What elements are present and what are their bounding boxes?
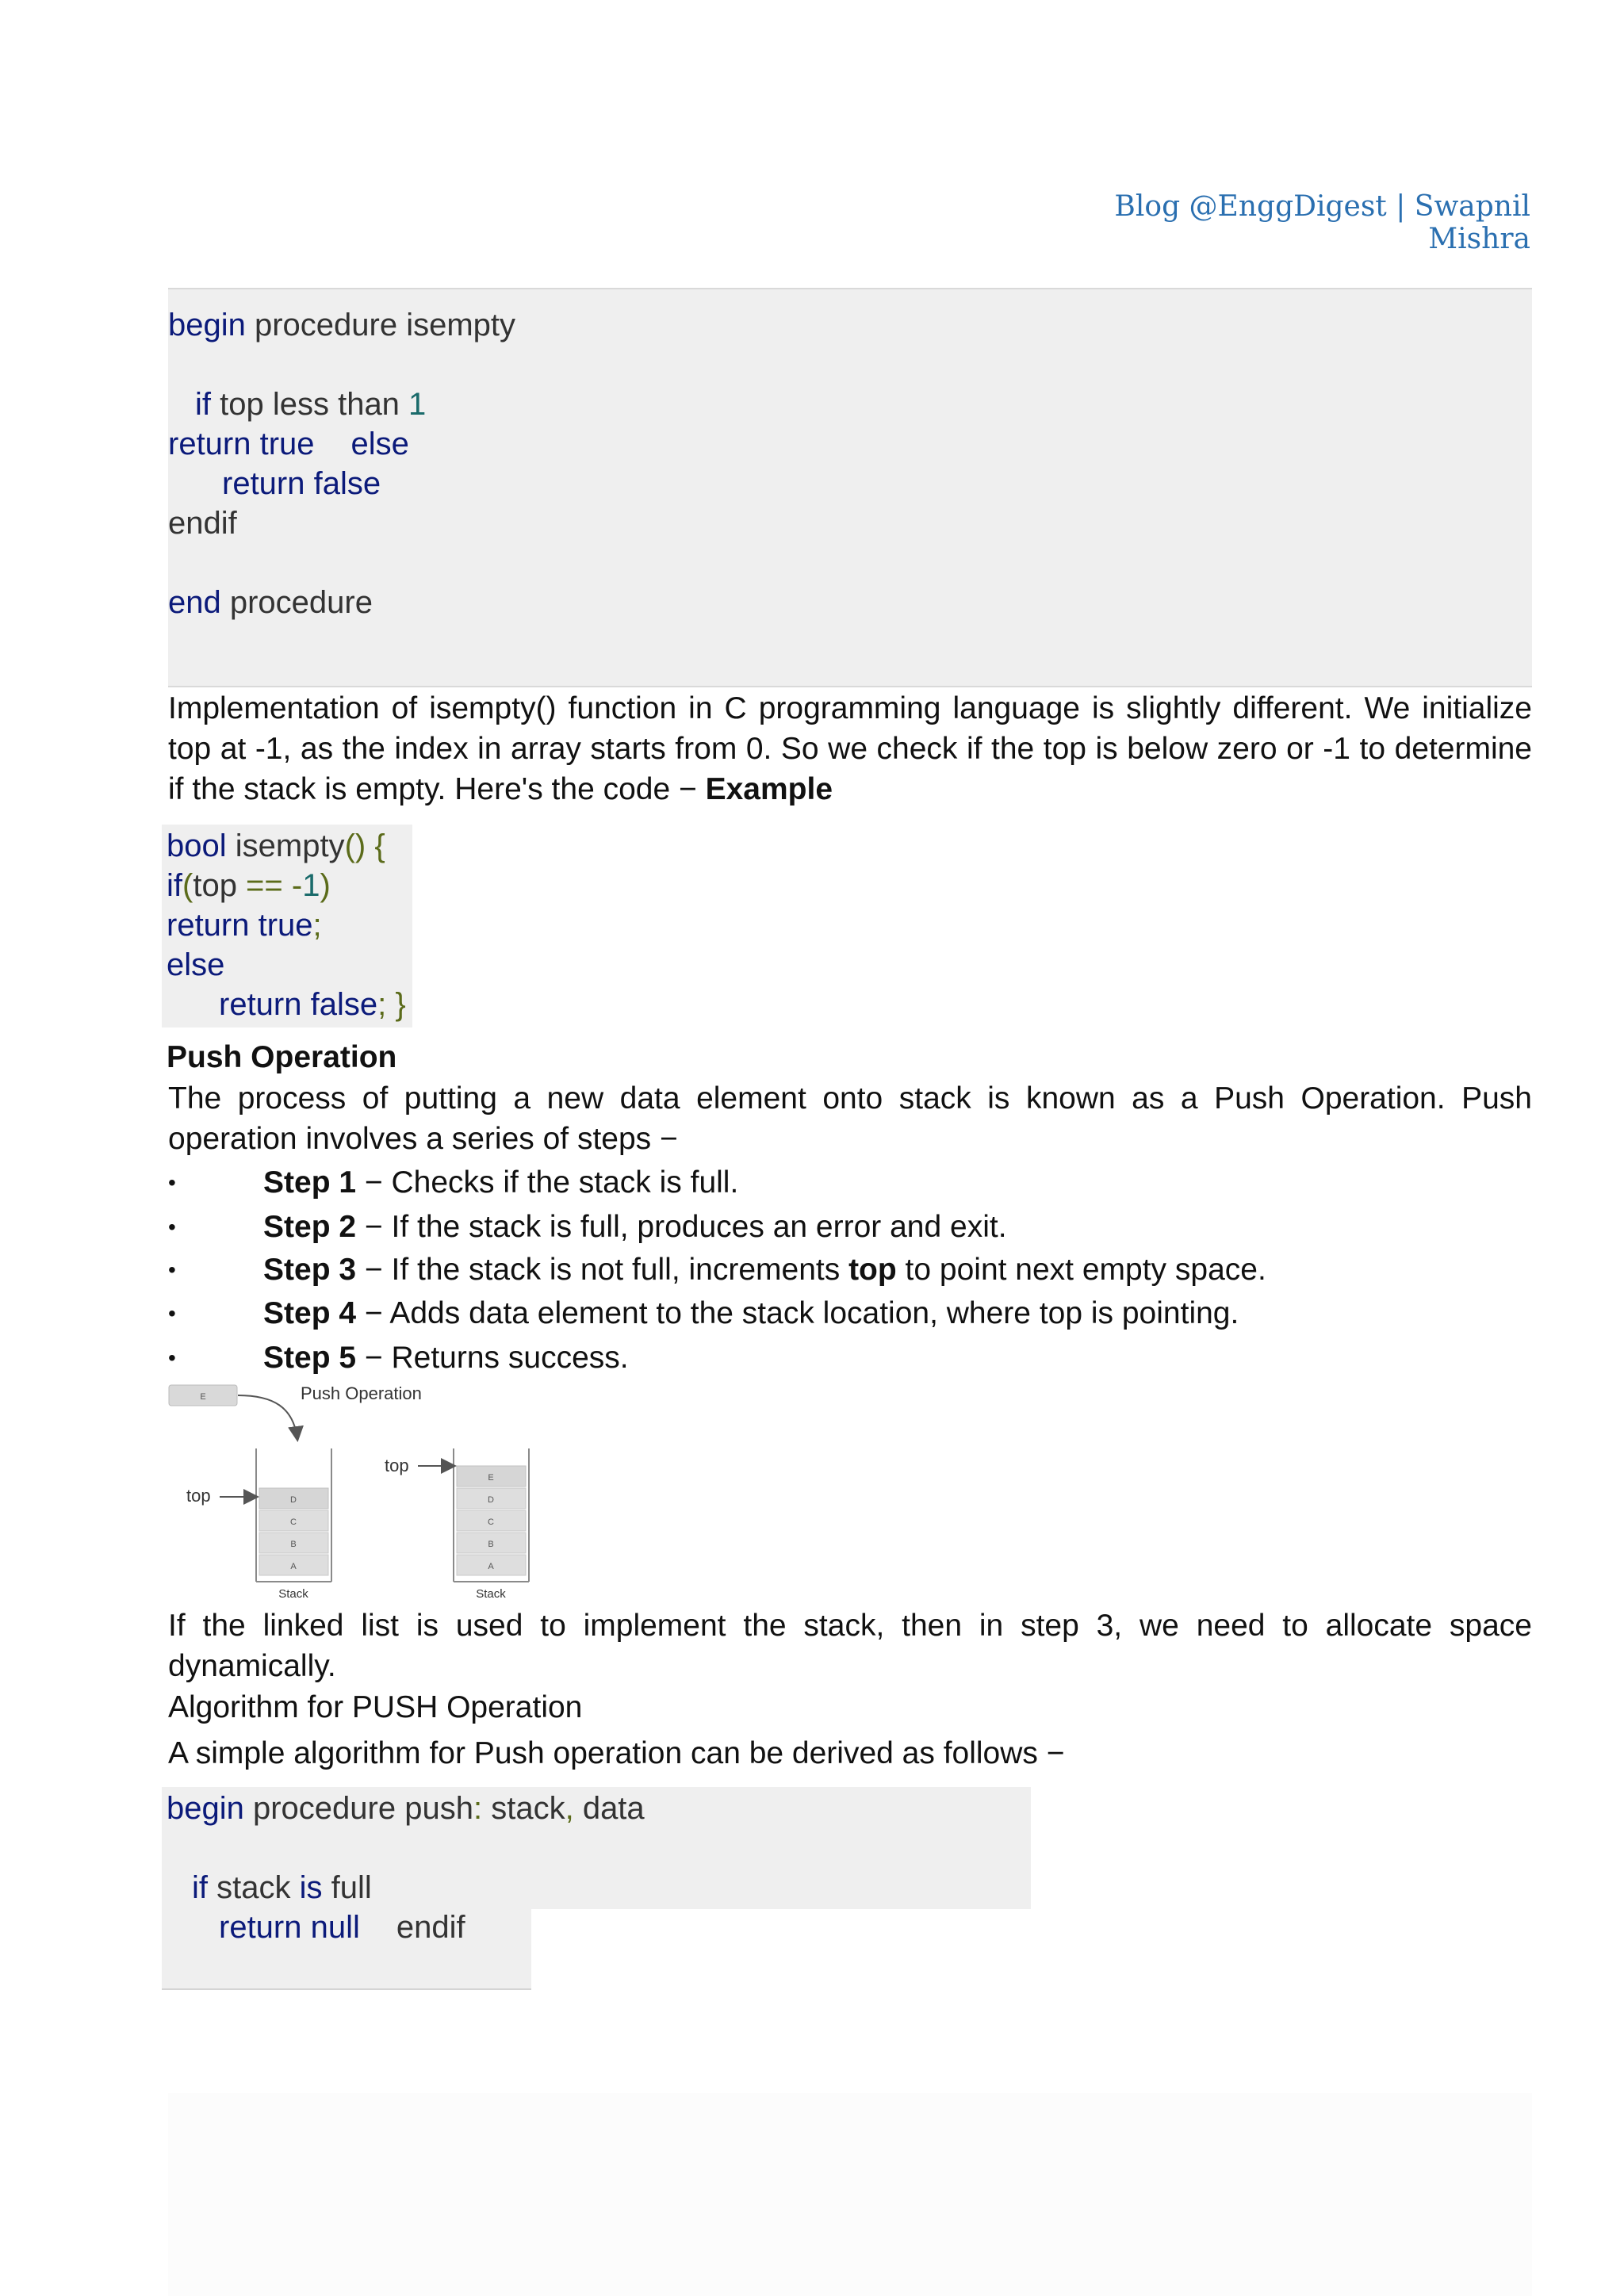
isempty-c-paragraph: Implementation of isempty() function in C programming language is slightly different. We initialize top at -1, as the index in array starts from 0. So we check if the top is below zero or -1 to determine if the stack is empty. Here's the code − Example xyxy=(168,691,1532,806)
right-stack xyxy=(454,1448,529,1601)
code-line: return false; } xyxy=(219,987,406,1022)
code-block-isempty-divider-bottom xyxy=(168,686,1532,687)
example-label: Example xyxy=(705,772,833,806)
code-line: begin procedure isempty xyxy=(168,308,516,342)
algorithm-heading: Algorithm for PUSH Operation xyxy=(168,1690,583,1724)
left-stack xyxy=(256,1448,331,1601)
code-line: begin procedure push: stack, data xyxy=(167,1791,645,1826)
stack-cell-label: A xyxy=(290,1562,297,1571)
step-5-item: • Step 5 − Returns success. xyxy=(168,1337,1532,1380)
code-line: if top less than 1 xyxy=(195,387,427,422)
code-line: return true else xyxy=(168,427,409,461)
step-4-item: • Step 4 − Adds data element to the stack location, where top is pointing. xyxy=(168,1292,1532,1335)
push-operation-paragraph: The process of putting a new data element onto stack is known as a Push Operation. Push operation involves a series of steps − xyxy=(168,1081,1532,1156)
stack-cell-label: B xyxy=(488,1540,494,1549)
code-line: if stack is full xyxy=(192,1870,372,1905)
push-arrow xyxy=(238,1395,297,1439)
bullet: • xyxy=(168,1170,176,1195)
algorithm-intro: A simple algorithm for Push operation can be derived as follows − xyxy=(168,1736,1065,1770)
code-line: else xyxy=(167,947,225,982)
step-2-item: • Step 2 − If the stack is full, produces an error and exit. xyxy=(168,1206,1532,1249)
diagram-title: Push Operation xyxy=(301,1383,422,1403)
blog-header: Blog @EnggDigest | Swapnil Mishra xyxy=(1114,190,1530,255)
bullet: • xyxy=(168,1301,176,1326)
code-line: if(top == -1) xyxy=(167,868,331,903)
push-operation-heading: Push Operation xyxy=(167,1040,397,1074)
stack-cell-label: B xyxy=(290,1540,297,1549)
code-line: return false xyxy=(222,466,381,501)
code-line: endif xyxy=(168,506,237,541)
code-line: bool isempty() { xyxy=(167,828,385,863)
push-operation-diagram xyxy=(163,1376,535,1605)
code-block-isempty xyxy=(168,289,1532,686)
step-1-item: • Step 1 − Checks if the stack is full. xyxy=(168,1161,1532,1204)
top-pointer-label: top xyxy=(385,1456,409,1475)
code-line: return true; xyxy=(167,908,322,943)
stack-cell-label: A xyxy=(488,1562,494,1571)
incoming-element-label: E xyxy=(200,1392,206,1402)
stack-caption: Stack xyxy=(278,1587,308,1601)
stack-cell-label: D xyxy=(488,1495,494,1505)
bullet: • xyxy=(168,1345,176,1370)
code-block-push-divider xyxy=(162,1988,531,1990)
code-line: end procedure xyxy=(168,585,373,620)
code-block-isempty-c xyxy=(162,825,412,1027)
top-pointer-label: top xyxy=(186,1486,211,1506)
stack-cell-label: C xyxy=(488,1517,494,1527)
step-3-item: • Step 3 − If the stack is not full, increments top to point next empty space. xyxy=(168,1249,1532,1292)
stack-caption: Stack xyxy=(476,1587,506,1601)
linked-list-paragraph: If the linked list is used to implement the stack, then in step 3, we need to allocate space dynamically. xyxy=(168,1609,1532,1683)
code-block-push xyxy=(162,1787,1031,1988)
bullet: • xyxy=(168,1257,176,1282)
bullet: • xyxy=(168,1215,176,1239)
stack-cell-label: E xyxy=(488,1473,494,1483)
page-bottom-shade xyxy=(168,2093,1532,2296)
code-line: return null endif xyxy=(219,1910,465,1945)
stack-cell-label: C xyxy=(290,1517,297,1527)
stack-cell-label: D xyxy=(290,1495,297,1505)
